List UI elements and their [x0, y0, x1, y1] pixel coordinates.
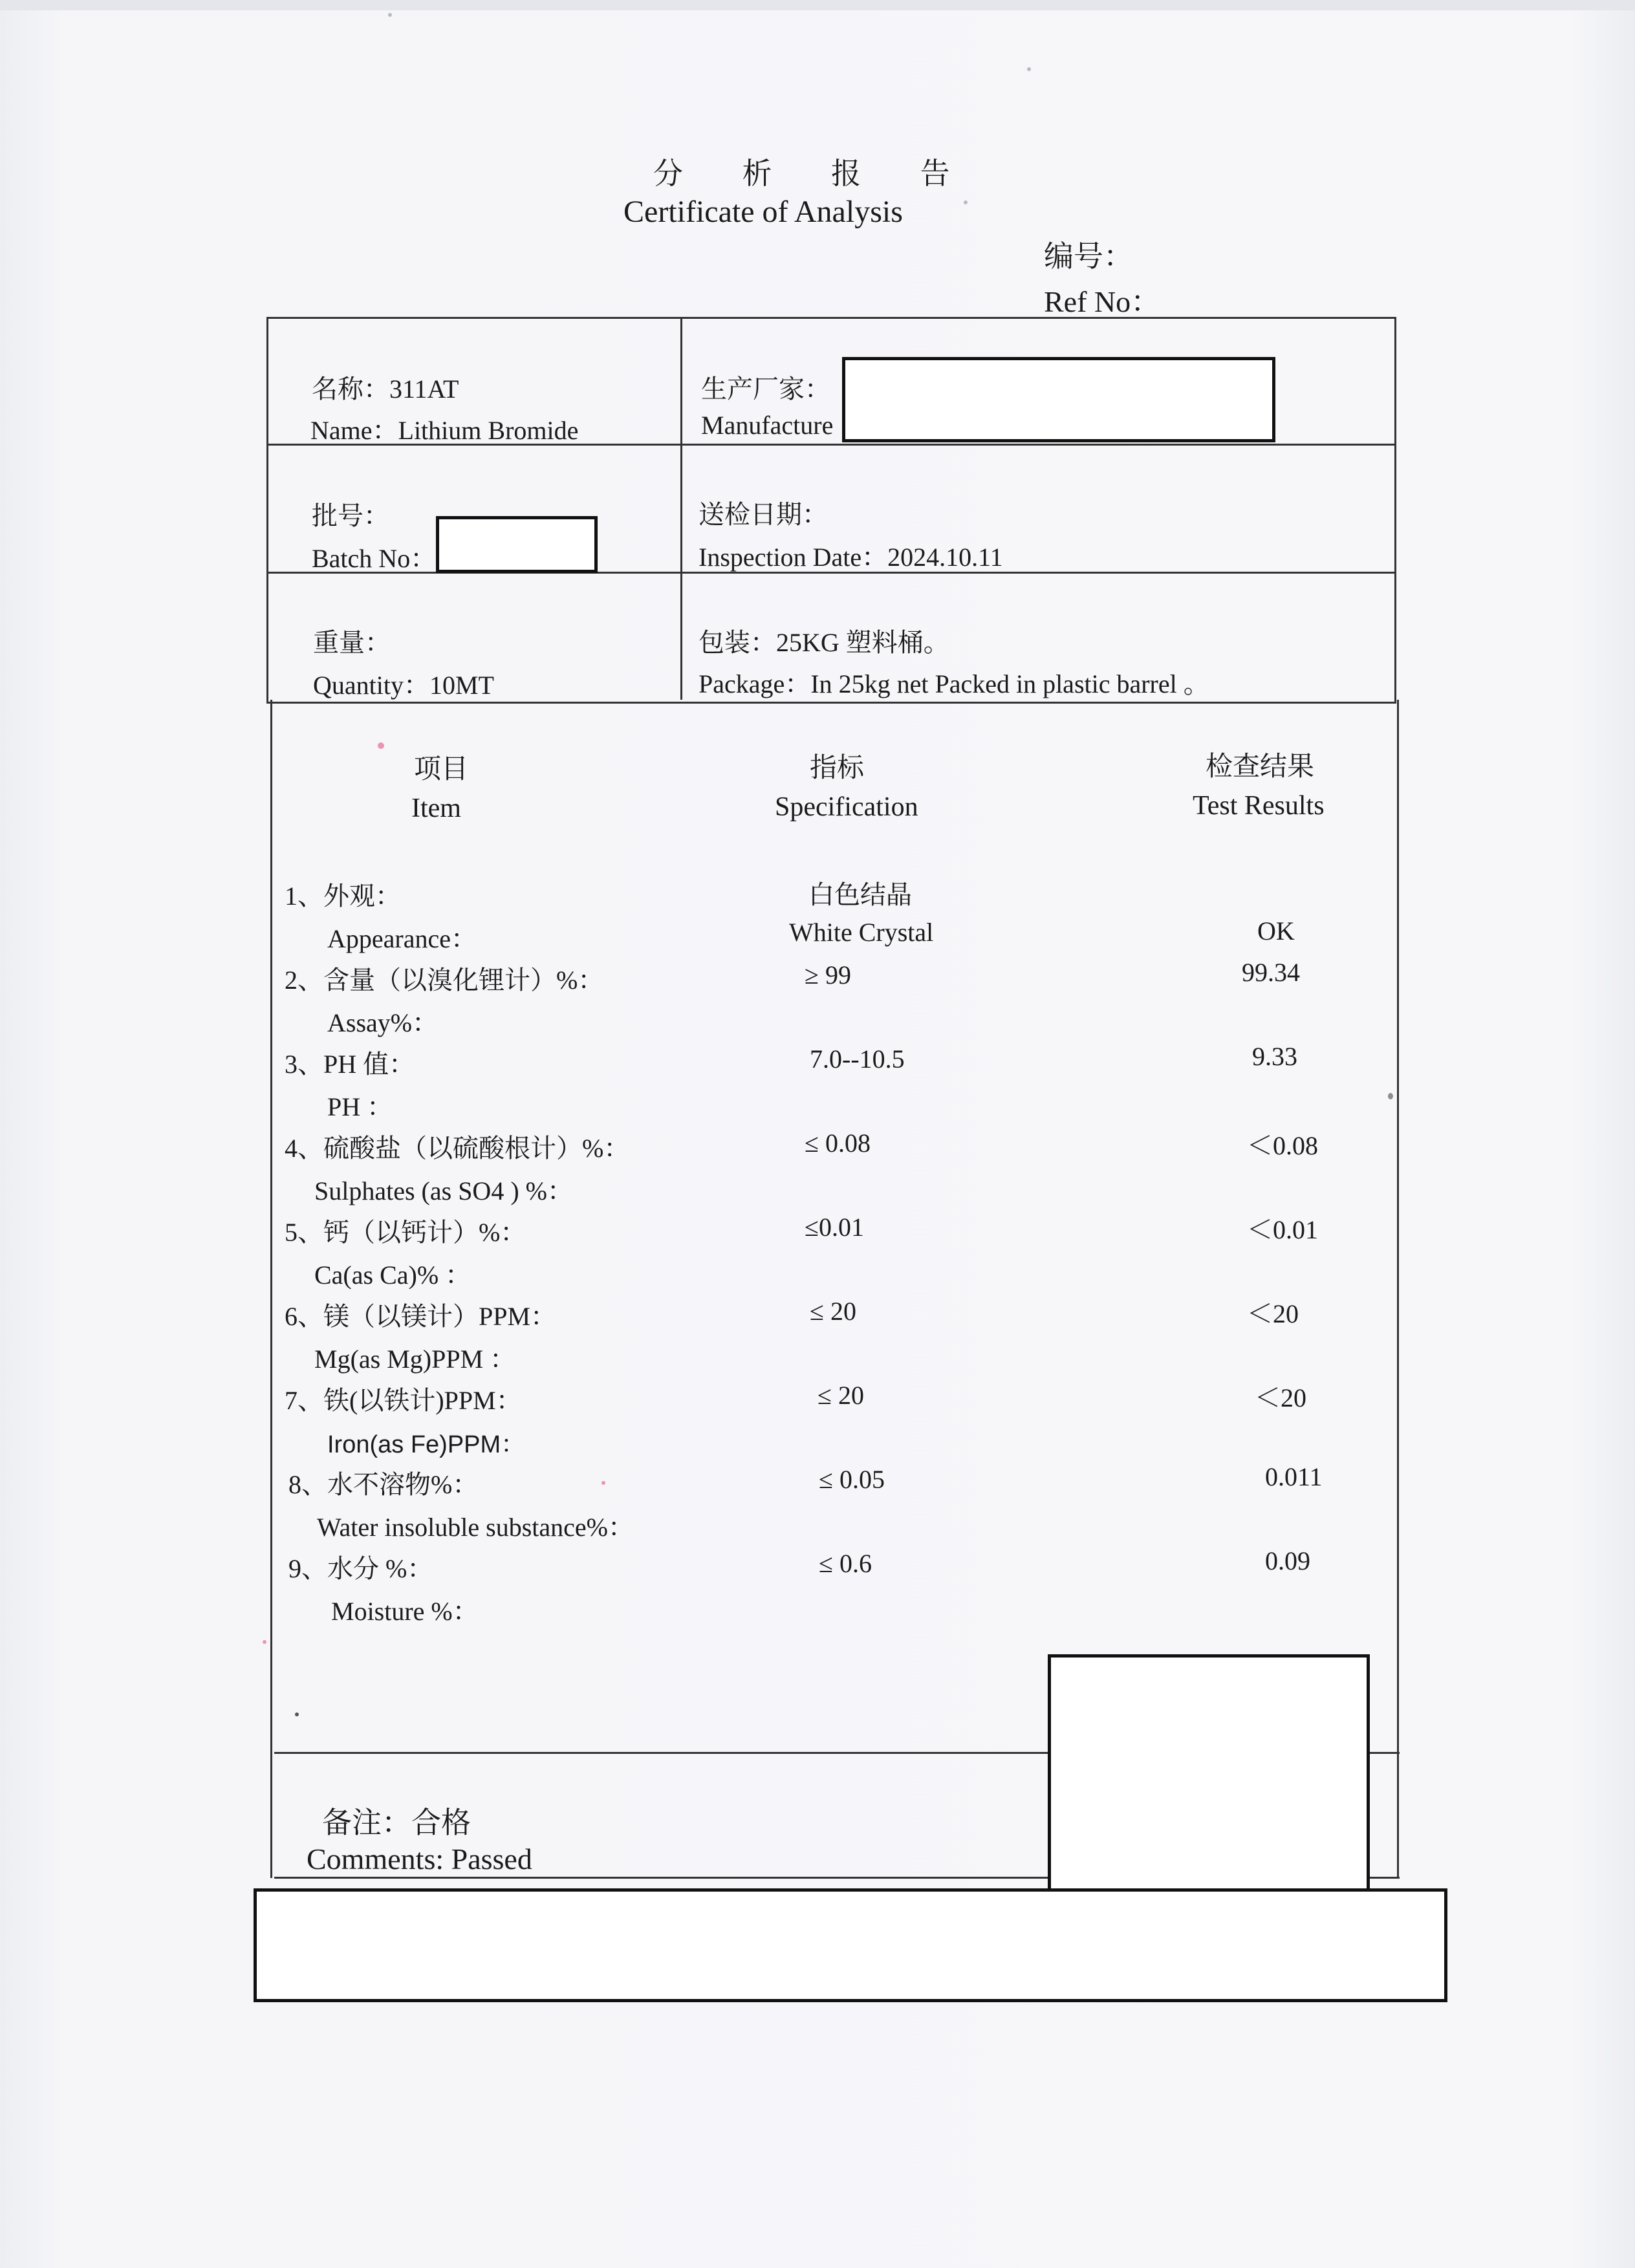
item-4-label-cn: 4、硫酸盐（以硫酸根计）%： [285, 1134, 630, 1163]
package-cn: 包装：25KG 塑料桶。 [698, 628, 949, 657]
header-item-cn: 项目 [414, 755, 469, 784]
item-1-result: OK [1257, 916, 1295, 945]
item-6-label-en: Mg(as Mg)PPM ： [314, 1345, 516, 1374]
item-8-label-cn: 8、水不溶物%： [288, 1470, 479, 1499]
redaction-box-manufacturer [842, 357, 1275, 442]
item-6-label-cn: 6、镁（以镁计）PPM： [285, 1302, 557, 1331]
item-1-spec: White Crystal [789, 918, 934, 947]
item-2-result: 99.34 [1242, 958, 1300, 987]
item-5-result: ＜0.01 [1247, 1215, 1318, 1244]
product-name-en: Name：Lithium Bromide [310, 416, 579, 445]
item-2-spec: ≥ 99 [805, 960, 851, 989]
item-7-label-en: Iron(as Fe)PPM： [327, 1431, 526, 1458]
item-2-label-en: Assay%： [327, 1008, 439, 1037]
item-3-label-en: PH ： [327, 1092, 393, 1121]
item-9-result: 0.09 [1265, 1546, 1310, 1575]
item-7-label-cn: 7、铁(以铁计)PPM： [285, 1386, 522, 1415]
header-spec-cn: 指标 [810, 753, 865, 783]
package-en: Package：In 25kg net Packed in plastic barrel 。 [698, 669, 1209, 698]
ink-speck [263, 1640, 266, 1644]
inspection-date-cn: 送检日期： [698, 500, 828, 529]
item-8-label-en: Water insoluble substance%： [317, 1513, 634, 1542]
item-1-spec-cn: 白色结晶 [808, 880, 912, 909]
comments-en: Comments: Passed [307, 1842, 532, 1875]
item-6-spec: ≤ 20 [810, 1297, 856, 1326]
product-name-cn: 名称：311AT [312, 374, 459, 404]
item-2-label-cn: 2、含量（以溴化锂计）%： [285, 966, 604, 995]
info-grid-divider [680, 317, 682, 700]
item-3-label-cn: 3、PH 值： [285, 1050, 415, 1079]
batch-label-en: Batch No： [312, 544, 437, 573]
header-spec-en: Specification [775, 792, 918, 822]
header-results-cn: 检查结果 [1206, 752, 1315, 782]
spec-table-right-border [1397, 700, 1399, 1878]
comments-cn: 备注：合格 [322, 1806, 471, 1839]
item-1-label-en: Appearance： [327, 924, 477, 953]
item-8-result: 0.011 [1265, 1462, 1323, 1491]
item-9-label-cn: 9、水分 %： [288, 1554, 433, 1583]
scan-top-edge [0, 0, 1635, 10]
item-6-result: ＜20 [1247, 1299, 1299, 1328]
item-4-label-en: Sulphates (as SO4 ) %： [314, 1176, 573, 1205]
item-5-label-cn: 5、钙（以钙计）%： [285, 1218, 526, 1247]
scan-speck [1388, 1093, 1393, 1099]
batch-label-cn: 批号： [312, 501, 389, 530]
ink-speck [378, 742, 384, 749]
item-4-spec: ≤ 0.08 [805, 1129, 871, 1158]
inspection-date-en: Inspection Date：2024.10.11 [698, 543, 1003, 572]
manufacturer-label-cn: 生产厂家： [701, 374, 830, 404]
item-5-label-en: Ca(as Ca)% ： [314, 1260, 471, 1290]
scan-speck [295, 1712, 299, 1716]
scan-speck [1027, 67, 1031, 71]
spec-table-left-border [270, 700, 272, 1878]
item-7-spec: ≤ 20 [817, 1381, 864, 1410]
redaction-box-stamp [1048, 1654, 1370, 1895]
item-7-result: ＜20 [1255, 1383, 1306, 1412]
header-results-en: Test Results [1193, 791, 1325, 821]
item-3-result: 9.33 [1252, 1042, 1297, 1071]
item-8-spec: ≤ 0.05 [819, 1465, 885, 1494]
quantity-en: Quantity：10MT [313, 671, 494, 700]
item-1-label-cn: 1、外观： [285, 881, 401, 911]
title-english: Certificate of Analysis [623, 195, 903, 229]
ref-number-label-cn: 编号： [1044, 240, 1133, 273]
item-9-spec: ≤ 0.6 [819, 1549, 872, 1578]
redaction-box-batch [436, 516, 598, 573]
redaction-box-footer [254, 1888, 1447, 2002]
header-item-en: Item [411, 794, 461, 823]
ref-number-label-en: Ref No： [1044, 285, 1161, 318]
item-4-result: ＜0.08 [1247, 1131, 1318, 1160]
item-3-spec: 7.0--10.5 [810, 1044, 905, 1074]
item-9-label-en: Moisture %： [331, 1597, 479, 1626]
scan-speck [388, 13, 392, 17]
item-5-spec: ≤0.01 [805, 1213, 864, 1242]
scan-speck [964, 200, 968, 204]
manufacturer-label-en: Manufacture [701, 411, 834, 440]
weight-label-cn: 重量： [313, 628, 391, 657]
ink-speck [601, 1481, 605, 1485]
title-chinese: 分 析 报 告 [653, 157, 976, 190]
